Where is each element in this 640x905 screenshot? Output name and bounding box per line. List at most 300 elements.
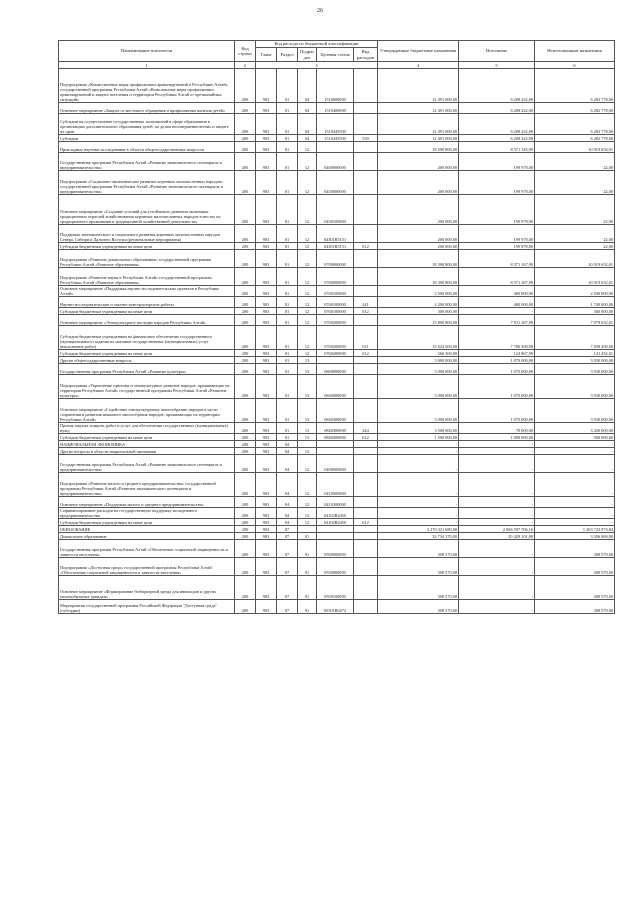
table-row — [59, 519, 615, 526]
cell-name: Субсидии бюджетным учреждениям на иные цели — [59, 243, 235, 250]
table-row — [59, 357, 615, 364]
cell-glava: 903 — [256, 171, 277, 195]
cell-glava: 903 — [256, 576, 277, 600]
cell-code: 200 — [235, 69, 256, 103]
cell-unexecuted: 10 019 632,01 — [535, 250, 615, 268]
cell-executed: 199 978,00 — [459, 171, 535, 195]
table-row — [59, 286, 615, 297]
cell-vid — [354, 576, 378, 600]
cell-approved: 200 000,00 — [378, 153, 459, 171]
cell-vid — [354, 250, 378, 268]
cell-unexecuted: 300 000,00 — [535, 308, 615, 315]
cell-glava: 903 — [256, 526, 277, 533]
cell-name: ОБРАЗОВАНИЕ — [59, 526, 235, 533]
cell-podrazdel: 04 — [298, 103, 317, 114]
cell-razdel: 07 — [277, 533, 298, 540]
cell-glava: 903 — [256, 497, 277, 508]
cell-executed: 6 208 222,00 — [459, 135, 535, 142]
cell-vid — [354, 103, 378, 114]
cell-razdel: 01 — [277, 225, 298, 243]
cell-vid — [354, 268, 378, 286]
cell-approved: 308 570,00 — [378, 600, 459, 614]
cell-code: 200 — [235, 286, 256, 297]
cell-executed: 70 000,00 — [459, 423, 535, 434]
cell-glava: 903 — [256, 69, 277, 103]
cell-code: 200 — [235, 171, 256, 195]
table-row — [59, 497, 615, 508]
cell-glava: 903 — [256, 600, 277, 614]
cell-name: Субсидии бюджетным учреждениям на финансовое обеспечение государственного (муниципального) задания на оказание государственных (муниципальных) услуг (выполнение работ) — [59, 326, 235, 350]
header-executed: Исполнено — [459, 41, 535, 62]
cell-unexecuted: 3 930 000,00 — [535, 399, 615, 423]
cell-unexecuted: 308 570,00 — [535, 576, 615, 600]
cell-name: Подпрограмма «Комиссионные меры профилактики правонарушений в Республике Алтай» государственной программы Республики Алтай «Комплексные меры профилактики правонарушений и защита населения и территории Республики Алтай от чрезвычайных ситуаций» — [59, 69, 235, 103]
cell-executed: - — [459, 455, 535, 473]
cell-target — [317, 357, 354, 364]
cell-target: 1510400000 — [317, 103, 354, 114]
cell-glava: 903 — [256, 315, 277, 326]
table-row — [59, 315, 615, 326]
cell-glava: 903 — [256, 399, 277, 423]
cell-approved: 3 500 000,00 — [378, 423, 459, 434]
cell-executed: - — [459, 600, 535, 614]
cell-glava: 903 — [256, 357, 277, 364]
cell-approved: 18 390 800,00 — [378, 268, 459, 286]
cell-vid — [354, 375, 378, 399]
header-podrazdel: Подраз дел — [298, 48, 317, 62]
cell-code: 200 — [235, 455, 256, 473]
cell-podrazdel: 04 — [298, 135, 317, 142]
cell-unexecuted: 3 306 069,00 — [535, 533, 615, 540]
cell-approved: 200 000,00 — [378, 195, 459, 225]
cell-glava: 903 — [256, 364, 277, 375]
cell-razdel: 01 — [277, 350, 298, 357]
index-cell: 4 — [378, 62, 459, 69]
cell-target — [317, 448, 354, 455]
cell-executed: - — [459, 308, 535, 315]
cell-executed: 199 978,00 — [459, 243, 535, 250]
cell-razdel: 01 — [277, 375, 298, 399]
cell-razdel: 01 — [277, 171, 298, 195]
table-row — [59, 135, 615, 142]
cell-target: 0700000000 — [317, 250, 354, 268]
cell-code: 200 — [235, 576, 256, 600]
cell-glava: 903 — [256, 434, 277, 441]
cell-approved: 5 000 000,00 — [378, 375, 459, 399]
cell-glava: 903 — [256, 308, 277, 315]
cell-razdel: 04 — [277, 497, 298, 508]
cell-podrazdel: 12 — [298, 473, 317, 497]
cell-unexecuted: 22,00 — [535, 225, 615, 243]
cell-razdel: 01 — [277, 364, 298, 375]
cell-razdel: 01 — [277, 423, 298, 434]
cell-vid: 612 — [354, 243, 378, 250]
cell-executed: 8 571 145,99 — [459, 142, 535, 153]
cell-unexecuted: 7 979 632,01 — [535, 315, 615, 326]
cell-target: 0760200000 — [317, 326, 354, 350]
cell-vid — [354, 600, 378, 614]
cell-podrazdel: 12 — [298, 350, 317, 357]
table-row — [59, 153, 615, 171]
cell-executed: 1 070 000,00 — [459, 375, 535, 399]
cell-name: Субсидии бюджетным учреждениям на иные цели — [59, 434, 235, 441]
cell-vid: 612 — [354, 308, 378, 315]
cell-razdel: 01 — [277, 69, 298, 103]
table-row — [59, 364, 615, 375]
cell-name: Прикладные научные исследования в области общегосударственных вопросов — [59, 142, 235, 153]
cell-razdel: 01 — [277, 399, 298, 423]
table-row — [59, 508, 615, 519]
cell-approved: 12 491 000,00 — [378, 103, 459, 114]
cell-approved: 3 270 321 680,00 — [378, 526, 459, 533]
cell-code: 200 — [235, 540, 256, 558]
cell-code: 200 — [235, 519, 256, 526]
budget-table — [58, 40, 615, 614]
cell-code: 200 — [235, 103, 256, 114]
cell-glava: 903 — [256, 142, 277, 153]
cell-name: Субсидии на осуществление государственных полномочий в сфере образования в организациях дополнительного образования детей, по делам несовершеннолетних и защите их прав — [59, 114, 235, 135]
table-row — [59, 473, 615, 497]
table-row — [59, 434, 615, 441]
cell-code: 200 — [235, 142, 256, 153]
cell-vid: 611 — [354, 326, 378, 350]
cell-target: 1510000000 — [317, 69, 354, 103]
cell-name: Основное мероприятие «Этнокультурное наследие народов Республики Алтай» — [59, 315, 235, 326]
cell-executed: 6 208 222,00 — [459, 114, 535, 135]
cell-glava: 903 — [256, 225, 277, 243]
cell-name: Основное мероприятие «Формирование безбарьерной среды для инвалидов и других маломобильных граждан» — [59, 576, 235, 600]
cell-unexecuted: 6 282 778,00 — [535, 135, 615, 142]
cell-executed: 124 867,99 — [459, 350, 535, 357]
cell-target: 0760200000 — [317, 315, 354, 326]
header-razdel: Раздел — [277, 48, 298, 62]
cell-vid: 244 — [354, 423, 378, 434]
cell-vid — [354, 508, 378, 519]
table-row — [59, 225, 615, 243]
cell-unexecuted: 141 432,01 — [535, 350, 615, 357]
cell-approved: - — [378, 448, 459, 455]
table-row — [59, 326, 615, 350]
header-glava: Глава — [256, 48, 277, 62]
cell-razdel: 01 — [277, 268, 298, 286]
cell-approved: 308 570,00 — [378, 540, 459, 558]
cell-executed: 1 070 000,00 — [459, 357, 535, 364]
cell-glava: 903 — [256, 455, 277, 473]
cell-approved: 300 000,00 — [378, 308, 459, 315]
cell-executed: 7 786 300,00 — [459, 326, 535, 350]
cell-target: 04102R4450 — [317, 508, 354, 519]
cell-razdel: 01 — [277, 142, 298, 153]
cell-podrazdel: 12 — [298, 142, 317, 153]
cell-name: Другие общегосударственные вопросы — [59, 357, 235, 364]
cell-target: 0550100000 — [317, 576, 354, 600]
cell-unexecuted: 308 570,00 — [535, 600, 615, 614]
cell-executed: 29 428 101,00 — [459, 533, 535, 540]
cell-executed: 8 371 167,99 — [459, 250, 535, 268]
cell-executed: - — [459, 540, 535, 558]
cell-name: Основное мероприятие «Поддержка научно-исследовательских проектов в Республике Алтай» — [59, 286, 235, 297]
cell-razdel: 04 — [277, 441, 298, 448]
cell-target: 0500000000 — [317, 540, 354, 558]
cell-glava: 903 — [256, 423, 277, 434]
cell-approved: 200 000,00 — [378, 171, 459, 195]
cell-target: 0760200000 — [317, 350, 354, 357]
cell-target: 05501R0272 — [317, 600, 354, 614]
cell-executed: - — [459, 473, 535, 497]
cell-unexecuted: 1 740 000,00 — [535, 297, 615, 308]
cell-podrazdel: 01 — [298, 600, 317, 614]
cell-unexecuted: 2 040 000,00 — [535, 286, 615, 297]
table-row — [59, 243, 615, 250]
cell-executed: 6 208 222,00 — [459, 69, 535, 103]
cell-executed: 6 208 222,00 — [459, 103, 535, 114]
table-row — [59, 441, 615, 448]
cell-code: 200 — [235, 448, 256, 455]
cell-razdel: 01 — [277, 297, 298, 308]
cell-podrazdel: 12 — [298, 297, 317, 308]
header-approved: Утвержденные бюджетные назначения — [378, 41, 459, 62]
cell-target: 0410000000 — [317, 473, 354, 497]
cell-podrazdel: 13 — [298, 423, 317, 434]
cell-unexecuted: 3 930 000,00 — [535, 357, 615, 364]
cell-unexecuted: - — [535, 473, 615, 497]
cell-name: Субсидии бюджетным учреждениям на иные цели — [59, 519, 235, 526]
cell-podrazdel: 12 — [298, 195, 317, 225]
page-number: 26 — [317, 8, 323, 14]
header-code: Код строки — [235, 41, 256, 62]
cell-vid — [354, 533, 378, 540]
table-row — [59, 375, 615, 399]
cell-approved: 12 491 000,00 — [378, 135, 459, 142]
cell-executed: 199 978,00 — [459, 195, 535, 225]
cell-vid: 530 — [354, 135, 378, 142]
cell-executed: - — [459, 508, 535, 519]
cell-name: Подпрограмма «Развитие дошкольного образования» государственной программы Республики Алтай «Развитие образования» — [59, 250, 235, 268]
cell-unexecuted: - — [535, 497, 615, 508]
cell-approved: 12 491 000,00 — [378, 114, 459, 135]
cell-podrazdel: 12 — [298, 153, 317, 171]
cell-glava: 903 — [256, 103, 277, 114]
cell-code: 200 — [235, 250, 256, 268]
cell-target: 0400000000 — [317, 455, 354, 473]
cell-code: 200 — [235, 375, 256, 399]
cell-approved: 32 734 170,00 — [378, 533, 459, 540]
cell-glava: 903 — [256, 326, 277, 350]
cell-name: Основное мероприятие «Защита от жестокого обращения и профилактика насилия детей» — [59, 103, 235, 114]
cell-target: 0760100000 — [317, 286, 354, 297]
cell-vid — [354, 195, 378, 225]
cell-code: 200 — [235, 268, 256, 286]
cell-target: 0840300000 — [317, 399, 354, 423]
cell-vid — [354, 315, 378, 326]
cell-name: Прочая закупка товаров, работ и услуг для обеспечения государственных (муниципальных) нужд — [59, 423, 235, 434]
cell-unexecuted: 22,00 — [535, 153, 615, 171]
cell-glava: 903 — [256, 441, 277, 448]
cell-name: Поддержка экономического и социального развития коренных малочисленных народов Севера, Сибири и Дальнего Востока (региональные мероприятия) — [59, 225, 235, 243]
cell-podrazdel: 12 — [298, 268, 317, 286]
cell-podrazdel: 01 — [298, 540, 317, 558]
cell-executed: 1 000 000,00 — [459, 434, 535, 441]
cell-unexecuted: - — [535, 455, 615, 473]
cell-target: 0400000000 — [317, 153, 354, 171]
header-unexecuted: Неисполненные назначения — [535, 41, 615, 62]
cell-unexecuted: 308 570,00 — [535, 540, 615, 558]
cell-approved: 18 390 800,00 — [378, 250, 459, 268]
cell-vid — [354, 225, 378, 243]
cell-name: Основное мероприятие «Создание условий для устойчивого развития экономики традиционных отраслей хозяйствования коренных малочисленных народов в местах их традиционного проживания и традиционной хозяйственной деятельности» — [59, 195, 235, 225]
cell-razdel: 01 — [277, 195, 298, 225]
cell-name: Подпрограмма «Социально-экономическое развитие коренных малочисленных народов» государственной программы Республики Алтай «Развитие экономического потенциала и предпринимательства» — [59, 171, 235, 195]
index-row — [59, 62, 615, 69]
cell-name: Государственная программа Республики Алтай «Развитие экономического потенциала и предпринимательства» — [59, 455, 235, 473]
cell-approved: - — [378, 497, 459, 508]
cell-unexecuted: 6 282 778,00 — [535, 114, 615, 135]
table-row — [59, 576, 615, 600]
cell-code: 200 — [235, 434, 256, 441]
cell-unexecuted: 7 838 200,00 — [535, 326, 615, 350]
cell-unexecuted: 3 930 000,00 — [535, 375, 615, 399]
cell-vid — [354, 69, 378, 103]
table-row — [59, 171, 615, 195]
cell-name: Государственная программа Республики Алтай «Развитие культуры» — [59, 364, 235, 375]
cell-executed: - — [459, 558, 535, 576]
cell-approved: 5 000 000,00 — [378, 364, 459, 375]
cell-razdel: 07 — [277, 576, 298, 600]
cell-code: 200 — [235, 399, 256, 423]
cell-glava: 903 — [256, 153, 277, 171]
cell-approved: - — [378, 508, 459, 519]
cell-glava: 903 — [256, 448, 277, 455]
cell-podrazdel: 13 — [298, 399, 317, 423]
cell-razdel: 01 — [277, 357, 298, 364]
cell-code: 200 — [235, 423, 256, 434]
cell-executed: 2 066 597 706,16 — [459, 526, 535, 533]
cell-target — [317, 142, 354, 153]
cell-code: 200 — [235, 195, 256, 225]
cell-razdel: 01 — [277, 315, 298, 326]
cell-vid — [354, 473, 378, 497]
index-cell: 2 — [235, 62, 256, 69]
table-row — [59, 540, 615, 558]
cell-target: 0550000000 — [317, 558, 354, 576]
cell-glava: 903 — [256, 268, 277, 286]
cell-razdel: 01 — [277, 286, 298, 297]
cell-name: Дошкольное образование — [59, 533, 235, 540]
cell-executed: 199 978,00 — [459, 153, 535, 171]
table-row — [59, 526, 615, 533]
index-cell: 3 — [256, 62, 378, 69]
cell-razdel: 01 — [277, 243, 298, 250]
cell-unexecuted: 500 000,00 — [535, 434, 615, 441]
cell-glava: 903 — [256, 519, 277, 526]
table-row — [59, 558, 615, 576]
header-target: Целевая статья — [317, 48, 354, 62]
cell-target: 0430000000 — [317, 171, 354, 195]
cell-podrazdel: 12 — [298, 448, 317, 455]
cell-executed: 8 371 167,99 — [459, 268, 535, 286]
cell-target: 0840300000 — [317, 434, 354, 441]
cell-glava: 903 — [256, 350, 277, 357]
cell-podrazdel: 12 — [298, 519, 317, 526]
cell-glava: 903 — [256, 297, 277, 308]
cell-executed: 460 000,00 — [459, 297, 535, 308]
cell-vid — [354, 142, 378, 153]
cell-unexecuted: - — [535, 441, 615, 448]
cell-code: 200 — [235, 153, 256, 171]
cell-podrazdel: 12 — [298, 286, 317, 297]
table-row — [59, 399, 615, 423]
cell-vid: 612 — [354, 350, 378, 357]
cell-approved: 308 570,00 — [378, 558, 459, 576]
cell-executed: 1 070 000,00 — [459, 399, 535, 423]
cell-unexecuted: 22,00 — [535, 243, 615, 250]
cell-unexecuted: 10 019 654,01 — [535, 142, 615, 153]
cell-approved: 15 624 500,00 — [378, 326, 459, 350]
cell-vid — [354, 114, 378, 135]
index-cell: 5 — [459, 62, 535, 69]
index-cell: 6 — [535, 62, 615, 69]
cell-vid — [354, 448, 378, 455]
cell-code: 200 — [235, 350, 256, 357]
cell-podrazdel: 12 — [298, 171, 317, 195]
cell-unexecuted: 3 430 000,00 — [535, 423, 615, 434]
header-vid: Вид расходов — [354, 48, 378, 62]
cell-name: Подпрограмма «Доступная среда» государственной программы Республики Алтай «Обеспечение социальной защищенности и занятости населения» — [59, 558, 235, 576]
cell-razdel: 04 — [277, 455, 298, 473]
cell-razdel: 04 — [277, 448, 298, 455]
cell-razdel: 07 — [277, 526, 298, 533]
index-cell: 1 — [59, 62, 235, 69]
cell-podrazdel: 04 — [298, 69, 317, 103]
cell-podrazdel — [298, 441, 317, 448]
cell-podrazdel: 01 — [298, 533, 317, 540]
cell-glava: 903 — [256, 243, 277, 250]
cell-name: Субсидии бюджетным учреждениям на иные цели — [59, 350, 235, 357]
cell-approved: 1 500 000,00 — [378, 434, 459, 441]
cell-name: Субсидии бюджетным учреждениям на иные цели — [59, 308, 235, 315]
cell-executed: 7 911 167,99 — [459, 315, 535, 326]
cell-code: 200 — [235, 558, 256, 576]
cell-glava: 903 — [256, 473, 277, 497]
cell-approved: - — [378, 519, 459, 526]
cell-code: 200 — [235, 135, 256, 142]
cell-approved: 5 000 000,00 — [378, 357, 459, 364]
cell-unexecuted: 308 570,00 — [535, 558, 615, 576]
cell-vid — [354, 171, 378, 195]
cell-razdel: 01 — [277, 250, 298, 268]
cell-code: 200 — [235, 533, 256, 540]
cell-code: 200 — [235, 114, 256, 135]
cell-target: 0840300000 — [317, 423, 354, 434]
cell-razdel: 04 — [277, 519, 298, 526]
cell-target: 0840000000 — [317, 375, 354, 399]
cell-vid — [354, 497, 378, 508]
cell-name: Основное мероприятие «Содействие этнокультурному многообразию народов в части сохранения и развития языкового многообразия народов, проживающих на территории Республики Алтай» — [59, 399, 235, 423]
cell-vid — [354, 540, 378, 558]
cell-executed: - — [459, 519, 535, 526]
cell-razdel: 07 — [277, 540, 298, 558]
cell-glava: 903 — [256, 540, 277, 558]
cell-unexecuted: 3 930 000,00 — [535, 364, 615, 375]
cell-code: 200 — [235, 315, 256, 326]
cell-glava: 903 — [256, 533, 277, 540]
cell-razdel: 01 — [277, 326, 298, 350]
header-classification: Код расхода по бюджетной классификации — [256, 41, 378, 48]
cell-name: Подпрограмма «Развитие малого и среднего предпринимательства» государственной программы Республики Алтай «Развитие экономического потенциала и предпринимательства» — [59, 473, 235, 497]
table-row — [59, 114, 615, 135]
header-name: Наименование показателя — [59, 41, 235, 62]
cell-razdel: 01 — [277, 434, 298, 441]
